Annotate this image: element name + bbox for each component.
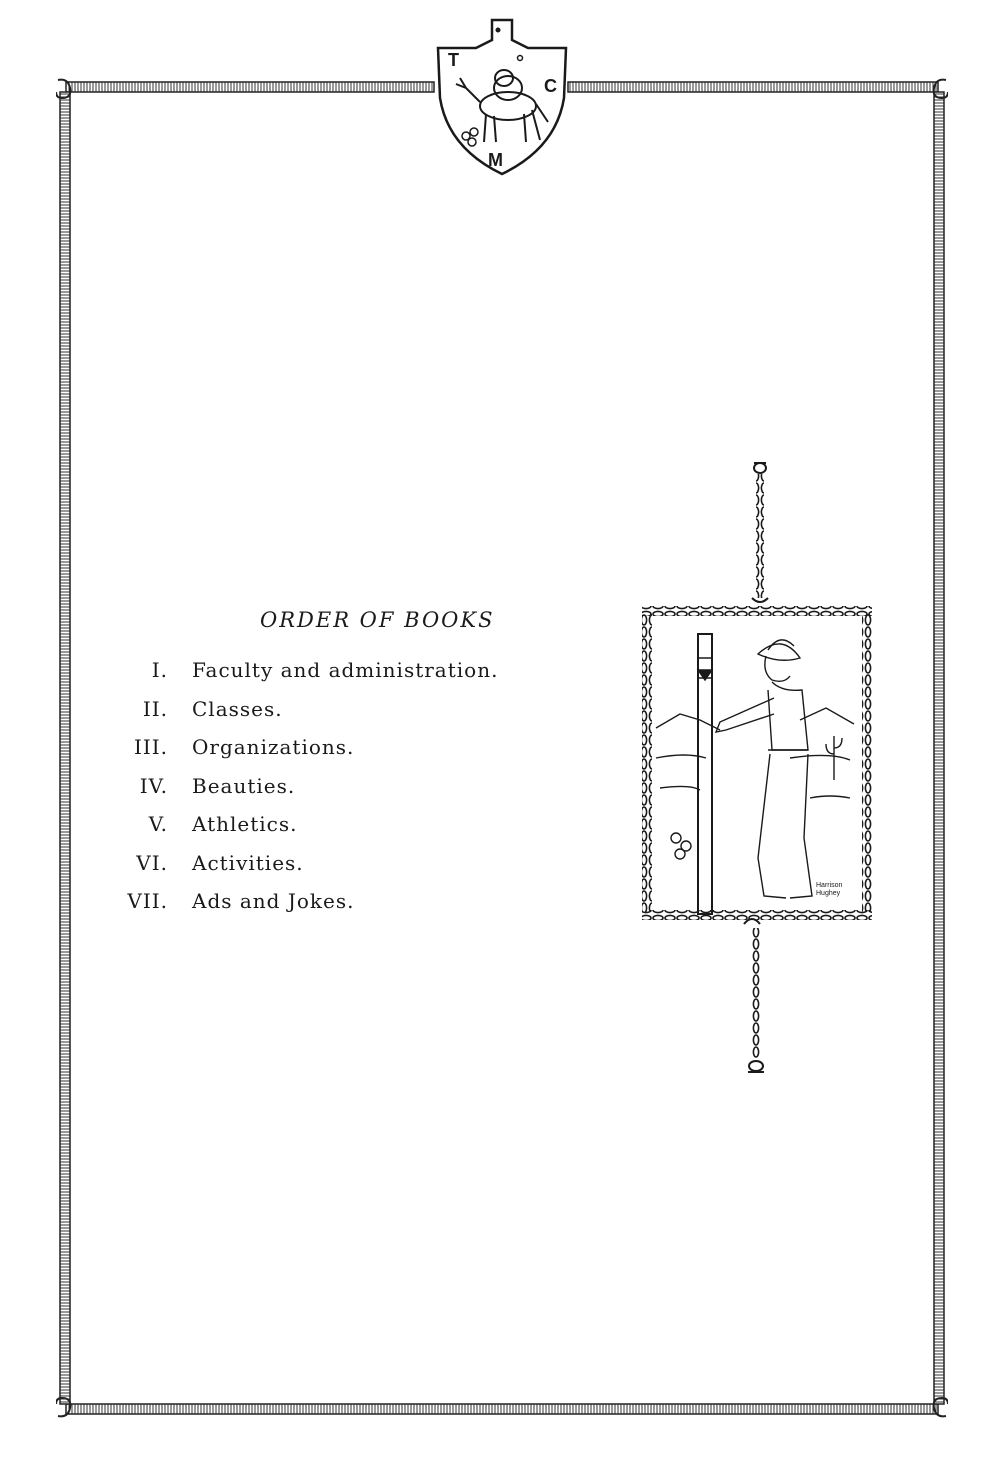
book-numeral: V. [148, 812, 168, 836]
list-item [110, 697, 530, 736]
surveyor-drawing [640, 458, 880, 1078]
crest-letter-m: M [488, 150, 503, 170]
list-item [110, 658, 530, 697]
artist-signature: Harrison Hughey [816, 882, 843, 897]
list-item [110, 735, 530, 774]
list-item [110, 774, 530, 813]
book-label: Beauties. [192, 773, 296, 798]
school-crest [436, 18, 568, 178]
list-item [110, 851, 530, 890]
book-numeral: II. [142, 696, 168, 721]
book-numeral: III. [133, 735, 168, 759]
book-list [110, 658, 530, 928]
order-title: ORDER OF BOOKS [260, 608, 495, 632]
list-item [110, 889, 530, 928]
book-label: Classes. [192, 696, 283, 721]
list-item [110, 812, 530, 851]
book-label: Faculty and administration. [192, 658, 499, 682]
book-numeral: I. [151, 658, 168, 682]
book-numeral: IV. [139, 773, 168, 798]
book-numeral: VI. [136, 850, 168, 875]
book-numeral: VII. [127, 889, 168, 913]
book-label: Ads and Jokes. [192, 889, 355, 913]
crest-letter-c: C [544, 76, 557, 96]
crest-letter-t: T [448, 50, 459, 70]
surveyor-illustration [640, 458, 880, 1078]
book-label: Activities. [192, 850, 304, 875]
book-label: Athletics. [192, 812, 298, 836]
book-label: Organizations. [192, 735, 355, 759]
